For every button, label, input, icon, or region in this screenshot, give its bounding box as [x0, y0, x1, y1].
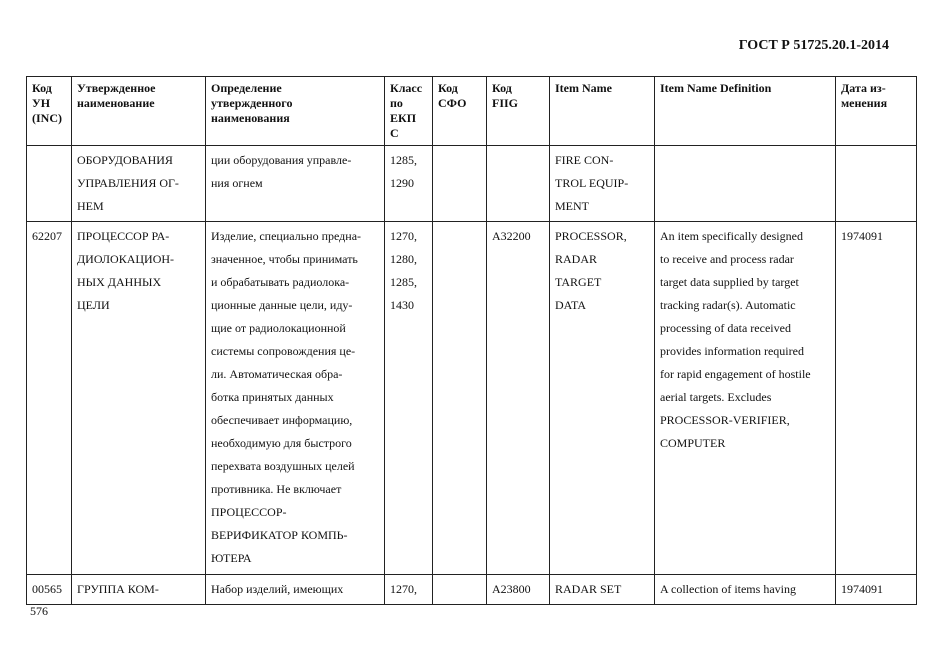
- cell-definition: ции оборудования управле- ния огнем: [206, 146, 385, 222]
- cell-inc: 62207: [27, 222, 72, 575]
- cell-item-name: RADAR SET: [550, 575, 655, 605]
- header-approved-name: Утвержденное наименование: [72, 77, 206, 146]
- cell-item-name-definition: A collection of items having: [655, 575, 836, 605]
- cell-change-date: 1974091: [836, 575, 917, 605]
- cell-change-date: [836, 146, 917, 222]
- header-fiig: Код FIIG: [487, 77, 550, 146]
- cell-fiig: A32200: [487, 222, 550, 575]
- cell-item-name: PROCESSOR, RADAR TARGET DATA: [550, 222, 655, 575]
- cell-sfo: [433, 575, 487, 605]
- cell-item-name-definition: [655, 146, 836, 222]
- cell-inc: [27, 146, 72, 222]
- header-sfo: Код СФО: [433, 77, 487, 146]
- table-row: [27, 575, 917, 605]
- cell-sfo: [433, 146, 487, 222]
- header-item-name-definition: Item Name Definition: [655, 77, 836, 146]
- cell-inc: 00565: [27, 575, 72, 605]
- page-number: 576: [30, 604, 48, 618]
- header-definition: Определение утвержденного наименования: [206, 77, 385, 146]
- cell-fiig: [487, 146, 550, 222]
- standard-code: ГОСТ Р 51725.20.1-2014: [738, 38, 889, 53]
- cell-approved-name: ПРОЦЕССОР РА- ДИОЛОКАЦИОН- НЫХ ДАННЫХ ЦЕЛИ: [72, 222, 206, 575]
- cell-change-date: 1974091: [836, 222, 917, 575]
- header-inc: Код УН (INC): [27, 77, 72, 146]
- nomenclature-table: [26, 76, 917, 605]
- cell-approved-name: ОБОРУДОВАНИЯ УПРАВЛЕНИЯ ОГ- НЕМ: [72, 146, 206, 222]
- cell-fiig: A23800: [487, 575, 550, 605]
- cell-class: 1285, 1290: [385, 146, 433, 222]
- header-item-name: Item Name: [550, 77, 655, 146]
- header-change-date: Дата из- менения: [836, 77, 917, 146]
- cell-definition: Изделие, специально предна- значенное, чтобы принимать и обрабатывать радиолока- ционные данные цели, иду- щие от радиолокационной системы сопровождения це- ли. Автоматическая обра- ботка принятых данных обеспечивает информацию, необходимую для быстрого перехвата воздушных целей противника. Не включает ПРОЦЕССОР- ВЕРИФИКАТОР КОМПЬ- ЮТЕРА: [206, 222, 385, 575]
- table-row: [27, 146, 917, 222]
- table-row: [27, 222, 917, 575]
- cell-class: 1270, 1280, 1285, 1430: [385, 222, 433, 575]
- cell-sfo: [433, 222, 487, 575]
- cell-approved-name: ГРУППА КОМ-: [72, 575, 206, 605]
- cell-item-name-definition: An item specifically designed to receive and process radar target data supplied by target tracking radar(s). Automatic processing of data received provides information required for rapid engagement of hostile aerial targets. Excludes PROCESSOR-VERIFIER, COMPUTER: [655, 222, 836, 575]
- cell-class: 1270,: [385, 575, 433, 605]
- header-class: Класс по ЕКП С: [385, 77, 433, 146]
- table-header-row: [27, 77, 917, 146]
- cell-definition: Набор изделий, имеющих: [206, 575, 385, 605]
- cell-item-name: FIRE CON- TROL EQUIP- MENT: [550, 146, 655, 222]
